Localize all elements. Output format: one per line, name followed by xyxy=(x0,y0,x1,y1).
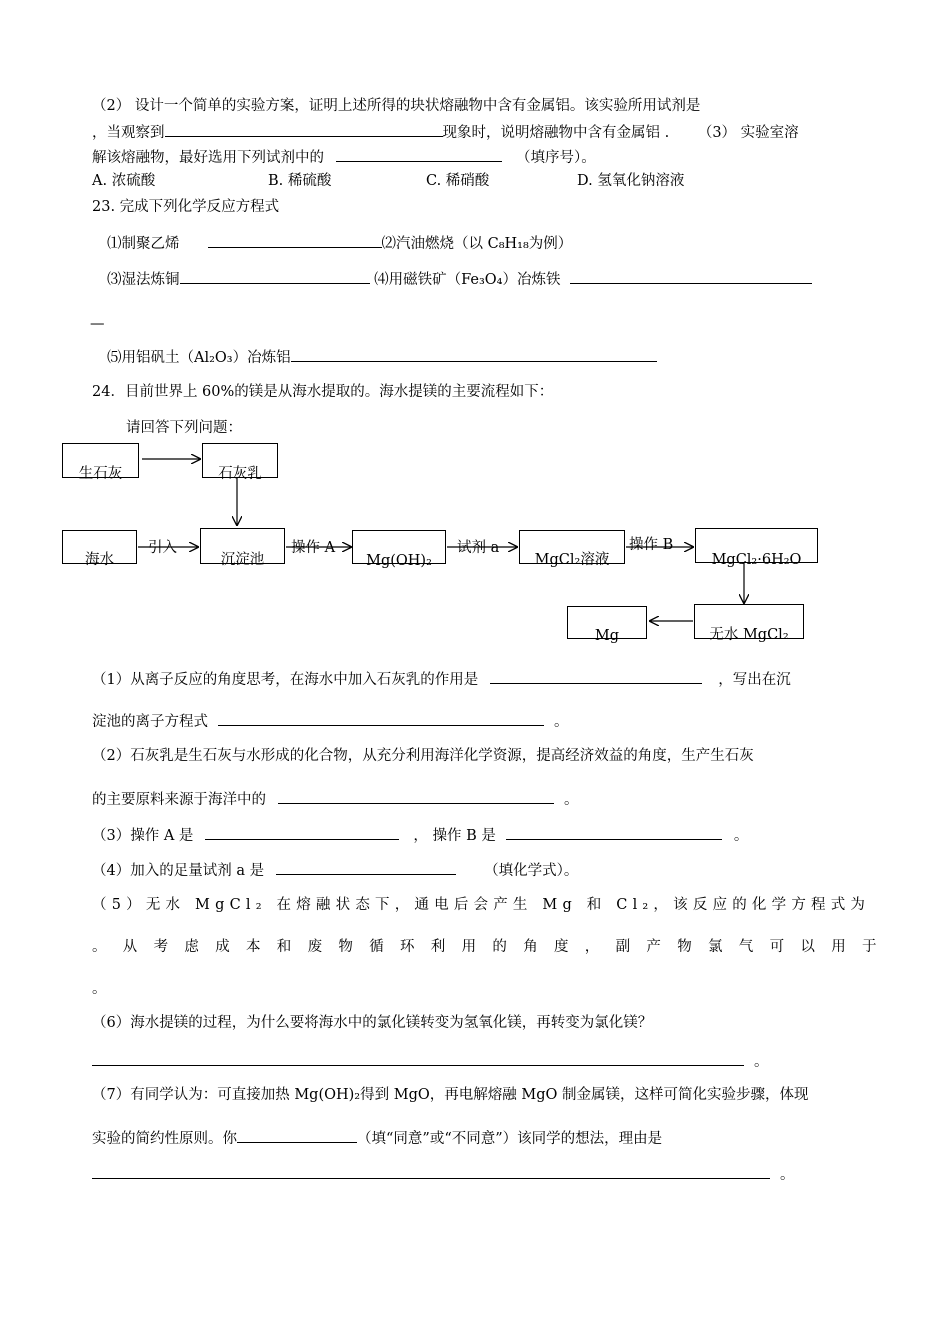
q24-s5-line2 xyxy=(92,937,893,957)
q24-s1-equation-blank[interactable] xyxy=(218,710,544,726)
q24-s6-text: （6）海水提镁的过程，为什么要将海水中的氯化镁转变为氢氧化镁，再转变为氯化镁？ xyxy=(92,1015,653,1031)
flow-label-mgcl-solution: MgCl₂溶液 xyxy=(534,552,610,568)
flow-label-introduce: 引入 xyxy=(148,540,177,556)
q22-part2-prefix: ，当观察到 xyxy=(92,125,165,141)
flow-label-reagent: 试剂 a xyxy=(457,540,500,556)
q24-s7-reason: （填“同意”或“不同意”）该同学的想法，理由是 xyxy=(357,1131,663,1147)
q24-s6-blank[interactable] xyxy=(92,1050,744,1066)
flow-label-seawater: 海水 xyxy=(85,552,114,568)
q22-part3-text: 解该熔融物，最好选用下列试剂中的 xyxy=(92,150,324,166)
q24-s1-role-blank[interactable] xyxy=(490,668,702,684)
q24-s3 xyxy=(92,824,748,846)
q24-prompt-text: 请回答下列问题： xyxy=(126,420,242,436)
q24-s7-text: （7）有同学认为：可直接加热 Mg(OH)₂得到 MgO，再电解熔融 MgO 制金属镁，这样可简化实验步骤，体现 xyxy=(92,1087,809,1103)
flow-box-tank xyxy=(200,528,285,568)
flow-box-anhydrous xyxy=(694,604,804,643)
q24-s1-continue: ，写出在沉 xyxy=(718,672,791,688)
q23-item5: ⑸用铝矾土（Al₂O₃）冶炼铝 xyxy=(107,350,291,366)
q24-s6-end: 。 xyxy=(754,1054,769,1070)
q23-dash-text: — xyxy=(90,316,105,332)
q24-s5-end: 。 xyxy=(92,981,107,997)
q24-s1-end: 。 xyxy=(554,714,569,730)
flow-label-opA: 操作 A xyxy=(291,540,336,556)
q24-s7-line1 xyxy=(92,1085,808,1105)
q24-s2-line2 xyxy=(92,788,579,810)
q24-s3-opB-blank[interactable] xyxy=(506,824,722,840)
q24-s7-line2 xyxy=(92,1127,662,1149)
flow-label-mgoh: Mg(OH)₂ xyxy=(366,553,432,569)
flow-box-limemilk xyxy=(202,443,278,482)
q22-option-d: D. 氢氧化钠溶液 xyxy=(577,173,685,189)
q24-s5-line1 xyxy=(92,895,871,915)
q24-s1-line2 xyxy=(92,710,569,732)
flow-label-hydrate: MgCl₂·6H₂O xyxy=(711,552,802,568)
q24-s4-suffix: （填化学式）。 xyxy=(484,863,579,879)
q22-option-b: B. 稀硫酸 xyxy=(268,173,332,189)
q24-s1-ionic: 淀池的离子方程式 xyxy=(92,714,208,730)
q24-s7-end: 。 xyxy=(780,1167,795,1183)
q22-option-c: C. 稀硝酸 xyxy=(426,173,490,189)
q24-s6-line1 xyxy=(92,1013,652,1033)
q24-s7-agree-blank[interactable] xyxy=(237,1127,357,1143)
flow-box-hydrate xyxy=(695,528,818,568)
q23-item4: ⑷用磁铁矿（Fe₃O₄）冶炼铁 xyxy=(374,272,561,288)
q24-s5-text: （5）无水 MgCl₂ 在熔融状态下，通电后会产生 Mg 和 Cl₂，该反应的化学方程式为 xyxy=(92,897,871,913)
q24-s6-line2 xyxy=(92,1050,769,1072)
flow-label-opB: 操作 B xyxy=(629,537,674,553)
q23-item2: ⑵汽油燃烧（以 C₈H₁₈为例） xyxy=(381,236,573,252)
flow-box-mg xyxy=(567,606,647,644)
flow-label-tank: 沉淀池 xyxy=(220,552,265,568)
q24-s2-source: 的主要原料来源于海洋中的 xyxy=(92,792,266,808)
q23-item3: ⑶湿法炼铜 xyxy=(107,272,180,288)
q24-s7-line3 xyxy=(92,1163,795,1185)
q24-s3-end: 。 xyxy=(733,828,749,844)
q24-s3-opB: ， 操作 B 是 xyxy=(413,828,496,844)
q24-s5-line3 xyxy=(92,979,107,999)
q22-part2-text: （2） 设计一个简单的实验方案，证明上述所得的块状熔融物中含有金属铝。该实验所用试剂是 xyxy=(92,98,701,114)
q24-s7-principle: 实验的简约性原则。你 xyxy=(92,1131,237,1147)
q24-s1-text: （1）从离子反应的角度思考，在海水中加入石灰乳的作用是 xyxy=(92,672,479,688)
q24-s4-text: （4）加入的足量试剂 a 是 xyxy=(92,863,265,879)
q24-s2-text: （2）石灰乳是生石灰与水形成的化合物，从充分利用海洋化学资源，提高经济效益的角度，生产生石灰 xyxy=(92,748,754,764)
q22-part3-start: （3） 实验室溶 xyxy=(697,125,799,141)
flow-box-mgcl-solution xyxy=(519,530,625,568)
flow-box-quicklime xyxy=(62,443,139,482)
flow-label-limemilk: 石灰乳 xyxy=(218,466,262,482)
q22-part2-suffix: 现象时，说明熔融物中含有金属铝 . xyxy=(442,125,670,141)
q24-s5-chlorine: 。从考虑成本和废物循环利用的角度，副产物氯气可以用于 xyxy=(92,939,893,955)
q24-s1-line1 xyxy=(92,668,791,690)
flow-label-mg: Mg xyxy=(594,628,620,644)
q24-s2-end: 。 xyxy=(564,792,579,808)
flow-box-mgoh xyxy=(352,530,446,569)
q24-s4-blank[interactable] xyxy=(276,859,456,875)
q24-s7-reason-blank[interactable] xyxy=(92,1163,770,1179)
q24-s2-blank[interactable] xyxy=(278,788,554,804)
q24-s3-opA: （3）操作 A 是 xyxy=(92,828,194,844)
q24-s2-line1 xyxy=(92,746,754,766)
q22-option-a: A. 浓硫酸 xyxy=(92,173,156,189)
q24-s4 xyxy=(92,859,578,881)
q24-s3-opA-blank[interactable] xyxy=(205,824,399,840)
q24-title-text: 24．目前世界上 60%的镁是从海水提取的。海水提镁的主要流程如下： xyxy=(92,384,554,400)
flow-box-seawater xyxy=(62,530,137,568)
q23-title-text: 23. 完成下列化学反应方程式 xyxy=(92,199,280,215)
q23-item1: ⑴制聚乙烯 xyxy=(107,236,180,252)
flow-label-anhydrous: 无水 MgCl₂ xyxy=(709,627,789,643)
flow-label-quicklime: 生石灰 xyxy=(78,466,123,482)
q22-part3-suffix: （填序号）。 xyxy=(516,150,596,166)
